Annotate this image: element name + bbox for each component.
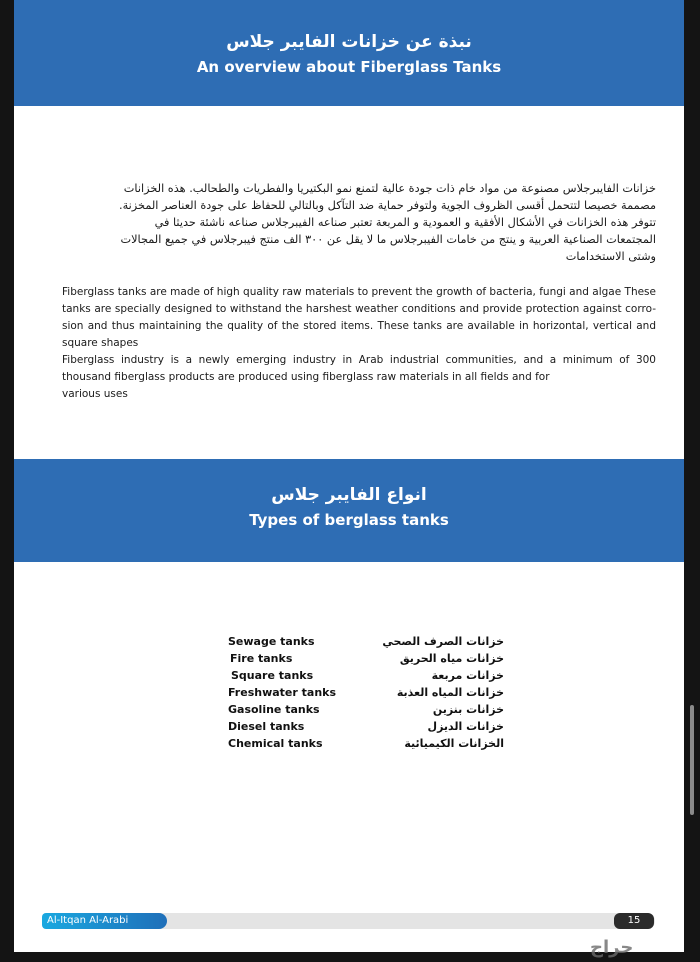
- types-banner: [14, 459, 684, 562]
- type-en: Chemical tanks: [228, 737, 323, 750]
- type-ar: خزانات بنزين: [432, 703, 504, 716]
- tank-types-list: [214, 635, 504, 754]
- type-en: Freshwater tanks: [228, 686, 337, 699]
- arabic-line: خزانات الفايبرجلاس مصنوعة من مواد خام ذات جودة عالية لتمنع نمو البكتيريا والفطريات والطحالب. هذه الخزانات: [123, 182, 656, 195]
- overview-banner: [14, 0, 684, 106]
- overview-arabic-paragraph: [62, 180, 656, 265]
- arabic-line: تتوفر هذه الخزانات في الأشكال الأفقية و العمودية و المربعة تعتبر صناعه الفيبرجلاس صناعه ناشئة حديثا في: [154, 216, 656, 229]
- type-en: Gasoline tanks: [228, 703, 320, 716]
- english-line: Fiberglass tanks are made of high quality raw materials to prevent the growth of bacteria, fungi and algae These tanks are specially designed to withstand the harshest weather conditions and provide protection against corro-sion and thus maintaining the quality of the stored items. These tanks are available in horizontal, vertical and square shapes: [62, 286, 656, 349]
- type-ar: خزانات الصرف الصحي: [382, 635, 504, 648]
- overview-title-en: An overview about Fiberglass Tanks: [196, 58, 502, 76]
- type-ar: خزانات مربعة: [431, 669, 504, 682]
- list-item: [214, 635, 504, 652]
- type-en: Fire tanks: [230, 652, 293, 665]
- page-number: 15: [614, 913, 654, 929]
- type-ar: خزانات الديزل: [427, 720, 504, 733]
- watermark-logo: حراج: [590, 937, 634, 958]
- type-en: Diesel tanks: [228, 720, 305, 733]
- type-ar: خزانات المياه العذبة: [396, 686, 504, 699]
- english-line: Fiberglass industry is a newly emerging industry in Arab industrial communities, and a minimum of 300 thousand fiberglass products are produced using fiberglass raw materials in all fields and for: [62, 354, 656, 383]
- list-item: [214, 669, 504, 686]
- list-item: [214, 720, 504, 737]
- types-title-ar: انواع الفايبر جلاس: [271, 485, 427, 505]
- type-en: Square tanks: [231, 669, 314, 682]
- types-title-en: Types of berglass tanks: [249, 511, 449, 529]
- brand-label: Al-Itqan Al-Arabi: [42, 913, 167, 929]
- list-item: [214, 652, 504, 669]
- list-item: [214, 737, 504, 754]
- arabic-line: وشتى الاستخدامات: [565, 250, 656, 263]
- arabic-line: مصممة خصيصا لتتحمل أقسى الظروف الجوية ولتوفر حماية ضد التآكل وبالتالي للحفاظ على جودة العناصر المخزنة.: [119, 199, 656, 212]
- type-ar: الخزانات الكيميائية: [404, 737, 504, 750]
- list-item: [214, 686, 504, 703]
- english-line: various uses: [62, 388, 128, 400]
- type-ar: خزانات مياه الحريق: [399, 652, 504, 665]
- overview-title-ar: نبذة عن خزانات الفايبر جلاس: [226, 32, 472, 52]
- overview-english-paragraph: [62, 284, 656, 403]
- list-item: [214, 703, 504, 720]
- document-page: [14, 0, 684, 952]
- type-en: Sewage tanks: [228, 635, 315, 648]
- arabic-line: المجتمعات الصناعية العربية و ينتج من خامات الفيبرجلاس ما لا يقل عن ٣٠٠ الف منتج فيبرجلاس في جميع المجالات: [120, 233, 656, 246]
- scrollbar-thumb[interactable]: [690, 705, 694, 815]
